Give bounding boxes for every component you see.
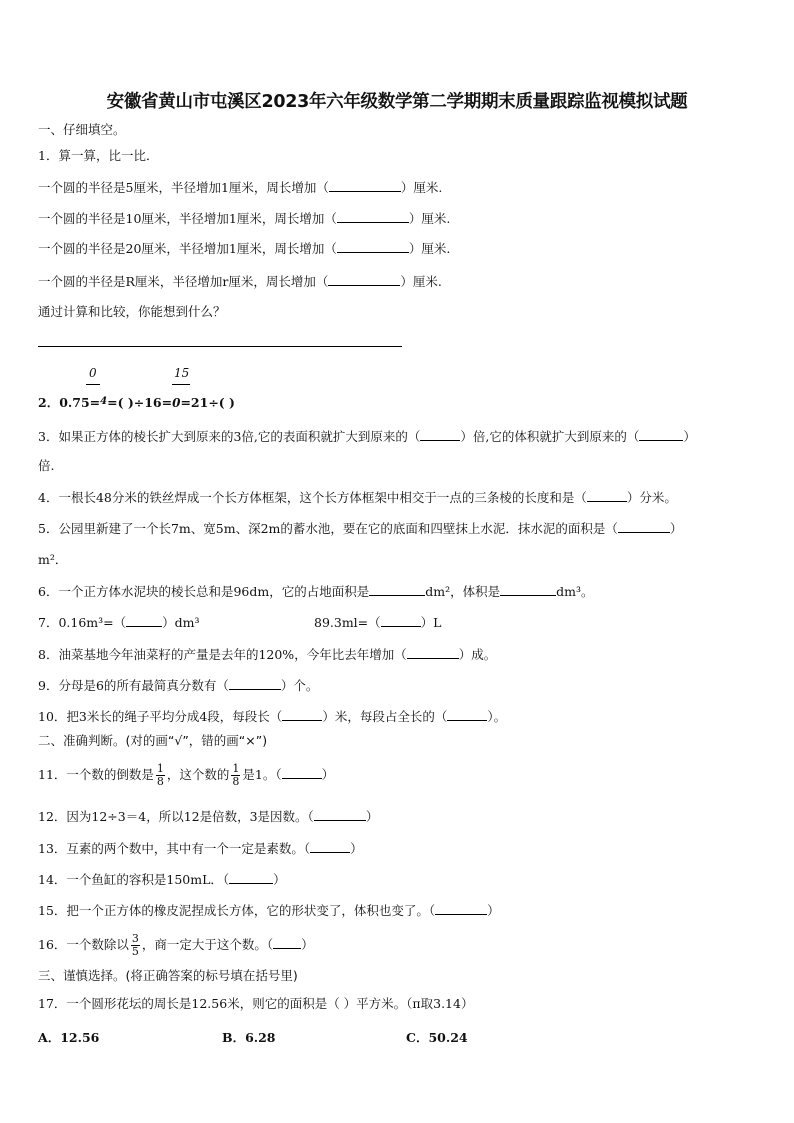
q1-line-3-text: 一个圆的半径是20厘米，半径增加1厘米，周长增加（ [38,241,337,256]
answer-blank[interactable] [282,708,322,721]
q1-line-2-text: 一个圆的半径是10厘米，半径增加1厘米，周长增加（ [38,211,337,226]
q7-line-part2 [314,614,441,631]
q11-text-c: 是1。（ [242,767,282,782]
q11-text-b: ，这个数的 [166,767,230,782]
q4-text-a: 4．一根长48分米的铁丝焊成一个长方体框架，这个长方体框架中相交于一点的三条棱的长度和是（ [38,490,587,505]
q2-frac2-numerator: 15 [174,366,190,380]
q2-frac1-numerator: 0 [89,366,97,380]
q10-line [38,708,506,725]
q16-text-b: ，商一定大于这个数。（ [141,937,274,952]
q17-stem: 17．一个圆形花坛的周长是12.56米，则它的面积是（ ）平方米。（π取3.14） [38,996,474,1011]
q10-text-c: ）。 [487,709,507,724]
answer-blank[interactable] [328,273,400,286]
q11-line [38,762,334,788]
q3-line [38,428,696,445]
q2-frac2-denominator: 0 [172,396,181,410]
answer-blank[interactable] [618,520,670,533]
q1-line-1-text: 一个圆的半径是5厘米，半径增加1厘米，周长增加（ [38,180,329,195]
q1-line-1 [38,179,442,196]
q12-text-b: ） [365,809,379,824]
q5-text-a: 5．公园里新建了一个长7m、宽5m、深2m的蓄水池，要在它的底面和四壁抹上水泥．抹水泥的面积是（ [38,521,618,536]
q3-text-a: 3．如果正方体的棱长扩大到原来的3倍,它的表面积就扩大到原来的（ [38,429,421,444]
q2-line [38,394,235,411]
q5-line-2: m²． [38,552,68,567]
q7-line [38,614,200,631]
q16-text-c: ） [301,937,314,952]
q16-fraction [131,933,140,958]
q15-text-a: 15．把一个正方体的橡皮泥捏成长方体，它的形状变了，体积也变了。（ [38,903,436,918]
q8-text-a: 8．油菜基地今年油菜籽的产量是去年的120%，今年比去年增加（ [38,647,407,662]
answer-blank[interactable] [314,808,366,821]
q11-frac-num: 1 [232,762,240,775]
q13-text-b: ） [350,841,363,856]
q9-text-b: ）个。 [280,678,319,693]
q1-line-end: ）厘米. [400,274,442,289]
answer-line[interactable] [38,346,402,347]
q11-fraction [156,763,165,788]
q3-text-c: ） [683,429,696,444]
q7-text-a: 7．0.16m³=（ [38,615,127,630]
q3-line-2: 倍. [38,458,55,473]
q1-line-3 [38,240,450,257]
q16-line [38,932,314,958]
q11-frac-den: 8 [232,775,240,788]
q2-frac2-bar [172,384,190,385]
q2-frac1-bar [86,384,100,385]
section-heading-3: 三、谨慎选择。(将正确答案的标号填在括号里) [38,968,298,983]
answer-blank[interactable] [229,677,281,690]
answer-blank[interactable] [282,766,322,779]
q6-text-c: dm³。 [556,584,594,599]
q6-line [38,583,593,600]
q1-line-4 [38,273,442,290]
answer-blank[interactable] [126,614,162,627]
answer-blank[interactable] [329,179,401,192]
answer-blank[interactable] [337,240,409,253]
q16-frac-num: 3 [131,932,139,945]
q2-prefix: 2．0.75= [38,395,101,410]
q1-line-4-text: 一个圆的半径是R厘米，半径增加r厘米，周长增加（ [38,274,329,289]
q17-option-a[interactable]: A．12.56 [38,1030,100,1045]
q3-text-b: ）倍,它的体积就扩大到原来的（ [460,429,640,444]
answer-blank[interactable] [407,646,459,659]
answer-blank[interactable] [447,708,487,721]
q11-text-d: ） [321,767,335,782]
q1-line-end: ）厘米. [400,180,443,195]
q5-line [38,520,682,537]
q1-question: 通过计算和比较，你能想到什么？ [38,304,226,319]
q9-line [38,677,318,694]
q2-part3: =21÷( ) [180,395,235,410]
q12-line [38,808,378,825]
q11-text-a: 11．一个数的倒数是 [38,767,154,782]
answer-blank[interactable] [587,489,627,502]
q15-line [38,902,500,919]
q2-frac1-denominator: 4 [100,396,108,407]
q12-text-a: 12．因为12÷3＝4，所以12是倍数，3是因数。（ [38,809,314,824]
q7-text-b: ）dm³ [162,615,200,630]
section-heading-1: 一、仔细填空。 [38,122,126,137]
q6-text-a: 6．一个正方体水泥块的棱长总和是96dm，它的占地面积是 [38,584,370,599]
q10-text-a: 10．把3米长的绳子平均分成4段，每段长（ [38,709,283,724]
answer-blank[interactable] [639,428,683,441]
q16-frac-den: 5 [131,945,139,958]
answer-blank[interactable] [369,583,425,596]
q17-option-b[interactable]: B．6.28 [222,1030,276,1045]
q8-line [38,646,496,663]
q13-text-a: 13．互素的两个数中，其中有一个一定是素数。（ [38,841,311,856]
q15-text-b: ） [487,903,500,918]
q13-line [38,840,363,857]
q11-frac-den: 8 [156,775,164,788]
q1-intro: 1．算一算，比一比． [38,148,159,163]
q11-frac-num: 1 [156,762,164,775]
q6-text-b: dm²，体积是 [425,584,501,599]
q1-line-end: ）厘米. [408,211,451,226]
q14-line [38,871,286,888]
q14-text-a: 14．一个鱼缸的容积是150mL．（ [38,872,230,887]
answer-blank[interactable] [310,840,350,853]
q16-text-a: 16．一个数除以 [38,937,129,952]
q1-line-end: ）厘米. [408,241,451,256]
q5-text-b: ） [669,521,683,536]
q14-text-b: ） [273,872,286,887]
q4-line [38,489,677,506]
q1-line-2 [38,210,450,227]
answer-blank[interactable] [337,210,409,223]
q2-part2: =( )÷16= [107,395,173,410]
answer-blank[interactable] [229,871,273,884]
section-heading-2: 二、准确判断。(对的画“√”，错的画“×”) [38,733,268,748]
q9-text-a: 9．分母是6的所有最简真分数有（ [38,678,229,693]
page-title: 安徽省黄山市屯溪区2023年六年级数学第二学期期末质量跟踪监视模拟试题 [106,92,688,112]
q11-fraction-2 [231,763,240,788]
answer-blank[interactable] [435,902,487,915]
answer-blank[interactable] [381,614,421,627]
answer-blank[interactable] [273,936,301,949]
answer-blank[interactable] [420,428,460,441]
q7-text-d: ）L [420,615,442,630]
q8-text-b: ）成。 [458,647,497,662]
q4-text-b: ）分米。 [626,490,677,505]
q10-text-b: ）米，每段占全长的（ [322,709,448,724]
answer-blank[interactable] [500,583,556,596]
q7-text-c: 89.3ml=（ [314,615,381,630]
q17-option-c[interactable]: C．50.24 [406,1030,468,1045]
